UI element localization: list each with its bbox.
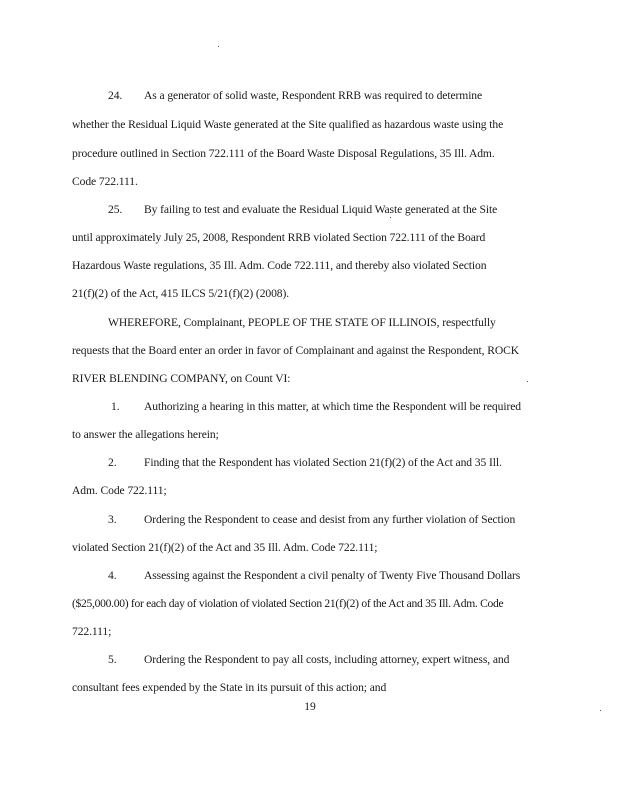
paragraph-25-line-2: until approximately July 25, 2008, Respondent RRB violated Section 722.111 of the Board (72, 231, 486, 244)
paragraph-number: 24. (108, 89, 123, 102)
item-number: 4. (108, 569, 117, 582)
relief-item-4-line-3: 722.111; (72, 625, 112, 638)
item-number: 2. (108, 456, 117, 469)
paragraph-number: 25. (108, 203, 123, 216)
relief-item-3-line-2: violated Section 21(f)(2) of the Act and 35 Ill. Adm. Code 722.111; (72, 541, 378, 554)
item-text: Finding that the Respondent has violated Section 21(f)(2) of the Act and 35 Ill. (144, 456, 502, 469)
scan-speck (527, 381, 528, 382)
item-text: Ordering the Respondent to cease and desist from any further violation of Section (144, 513, 516, 526)
scan-speck (390, 217, 391, 218)
paragraph-24-line-4: Code 722.111. (72, 175, 138, 188)
item-text: Authorizing a hearing in this matter, at which time the Respondent will be required (144, 400, 521, 413)
paragraph-24-line-2: whether the Residual Liquid Waste generated at the Site qualified as hazardous waste using the (72, 118, 504, 131)
scan-speck (218, 46, 219, 47)
relief-item-2-line-2: Adm. Code 722.111; (72, 484, 167, 497)
item-text: Assessing against the Respondent a civil penalty of Twenty Five Thousand Dollars (144, 569, 521, 582)
relief-item-4-line-2: ($25,000.00) for each day of violation of violated Section 21(f)(2) of the Act and 35 Ill. Adm. Code (72, 597, 504, 610)
wherefore-text: WHEREFORE, Complainant, PEOPLE OF THE STATE OF ILLINOIS, respectfully (108, 316, 496, 329)
wherefore-line-3: RIVER BLENDING COMPANY, on Count VI: (72, 372, 291, 385)
paragraph-25-line-4: 21(f)(2) of the Act, 415 ILCS 5/21(f)(2) (2008). (72, 287, 290, 300)
relief-item-1-line-2: to answer the allegations herein; (72, 428, 219, 441)
item-text: Ordering the Respondent to pay all costs, including attorney, expert witness, and (144, 653, 510, 666)
item-number: 5. (108, 653, 117, 666)
paragraph-25-line-3: Hazardous Waste regulations, 35 Ill. Adm. Code 722.111, and thereby also violated Section (72, 259, 487, 272)
relief-item-5-line-2: consultant fees expended by the State in its pursuit of this action; and (72, 681, 387, 694)
item-number: 3. (108, 513, 117, 526)
wherefore-line-2: requests that the Board enter an order in favor of Complainant and against the Respondent, ROCK (72, 344, 520, 357)
paragraph-text: By failing to test and evaluate the Residual Liquid Waste generated at the Site (144, 203, 498, 216)
item-number: 1. (111, 400, 120, 413)
paragraph-text: As a generator of solid waste, Respondent RRB was required to determine (144, 89, 483, 102)
paragraph-24-line-3: procedure outlined in Section 722.111 of the Board Waste Disposal Regulations, 35 Ill. Adm. (72, 147, 495, 160)
page-number: 19 (304, 700, 316, 713)
